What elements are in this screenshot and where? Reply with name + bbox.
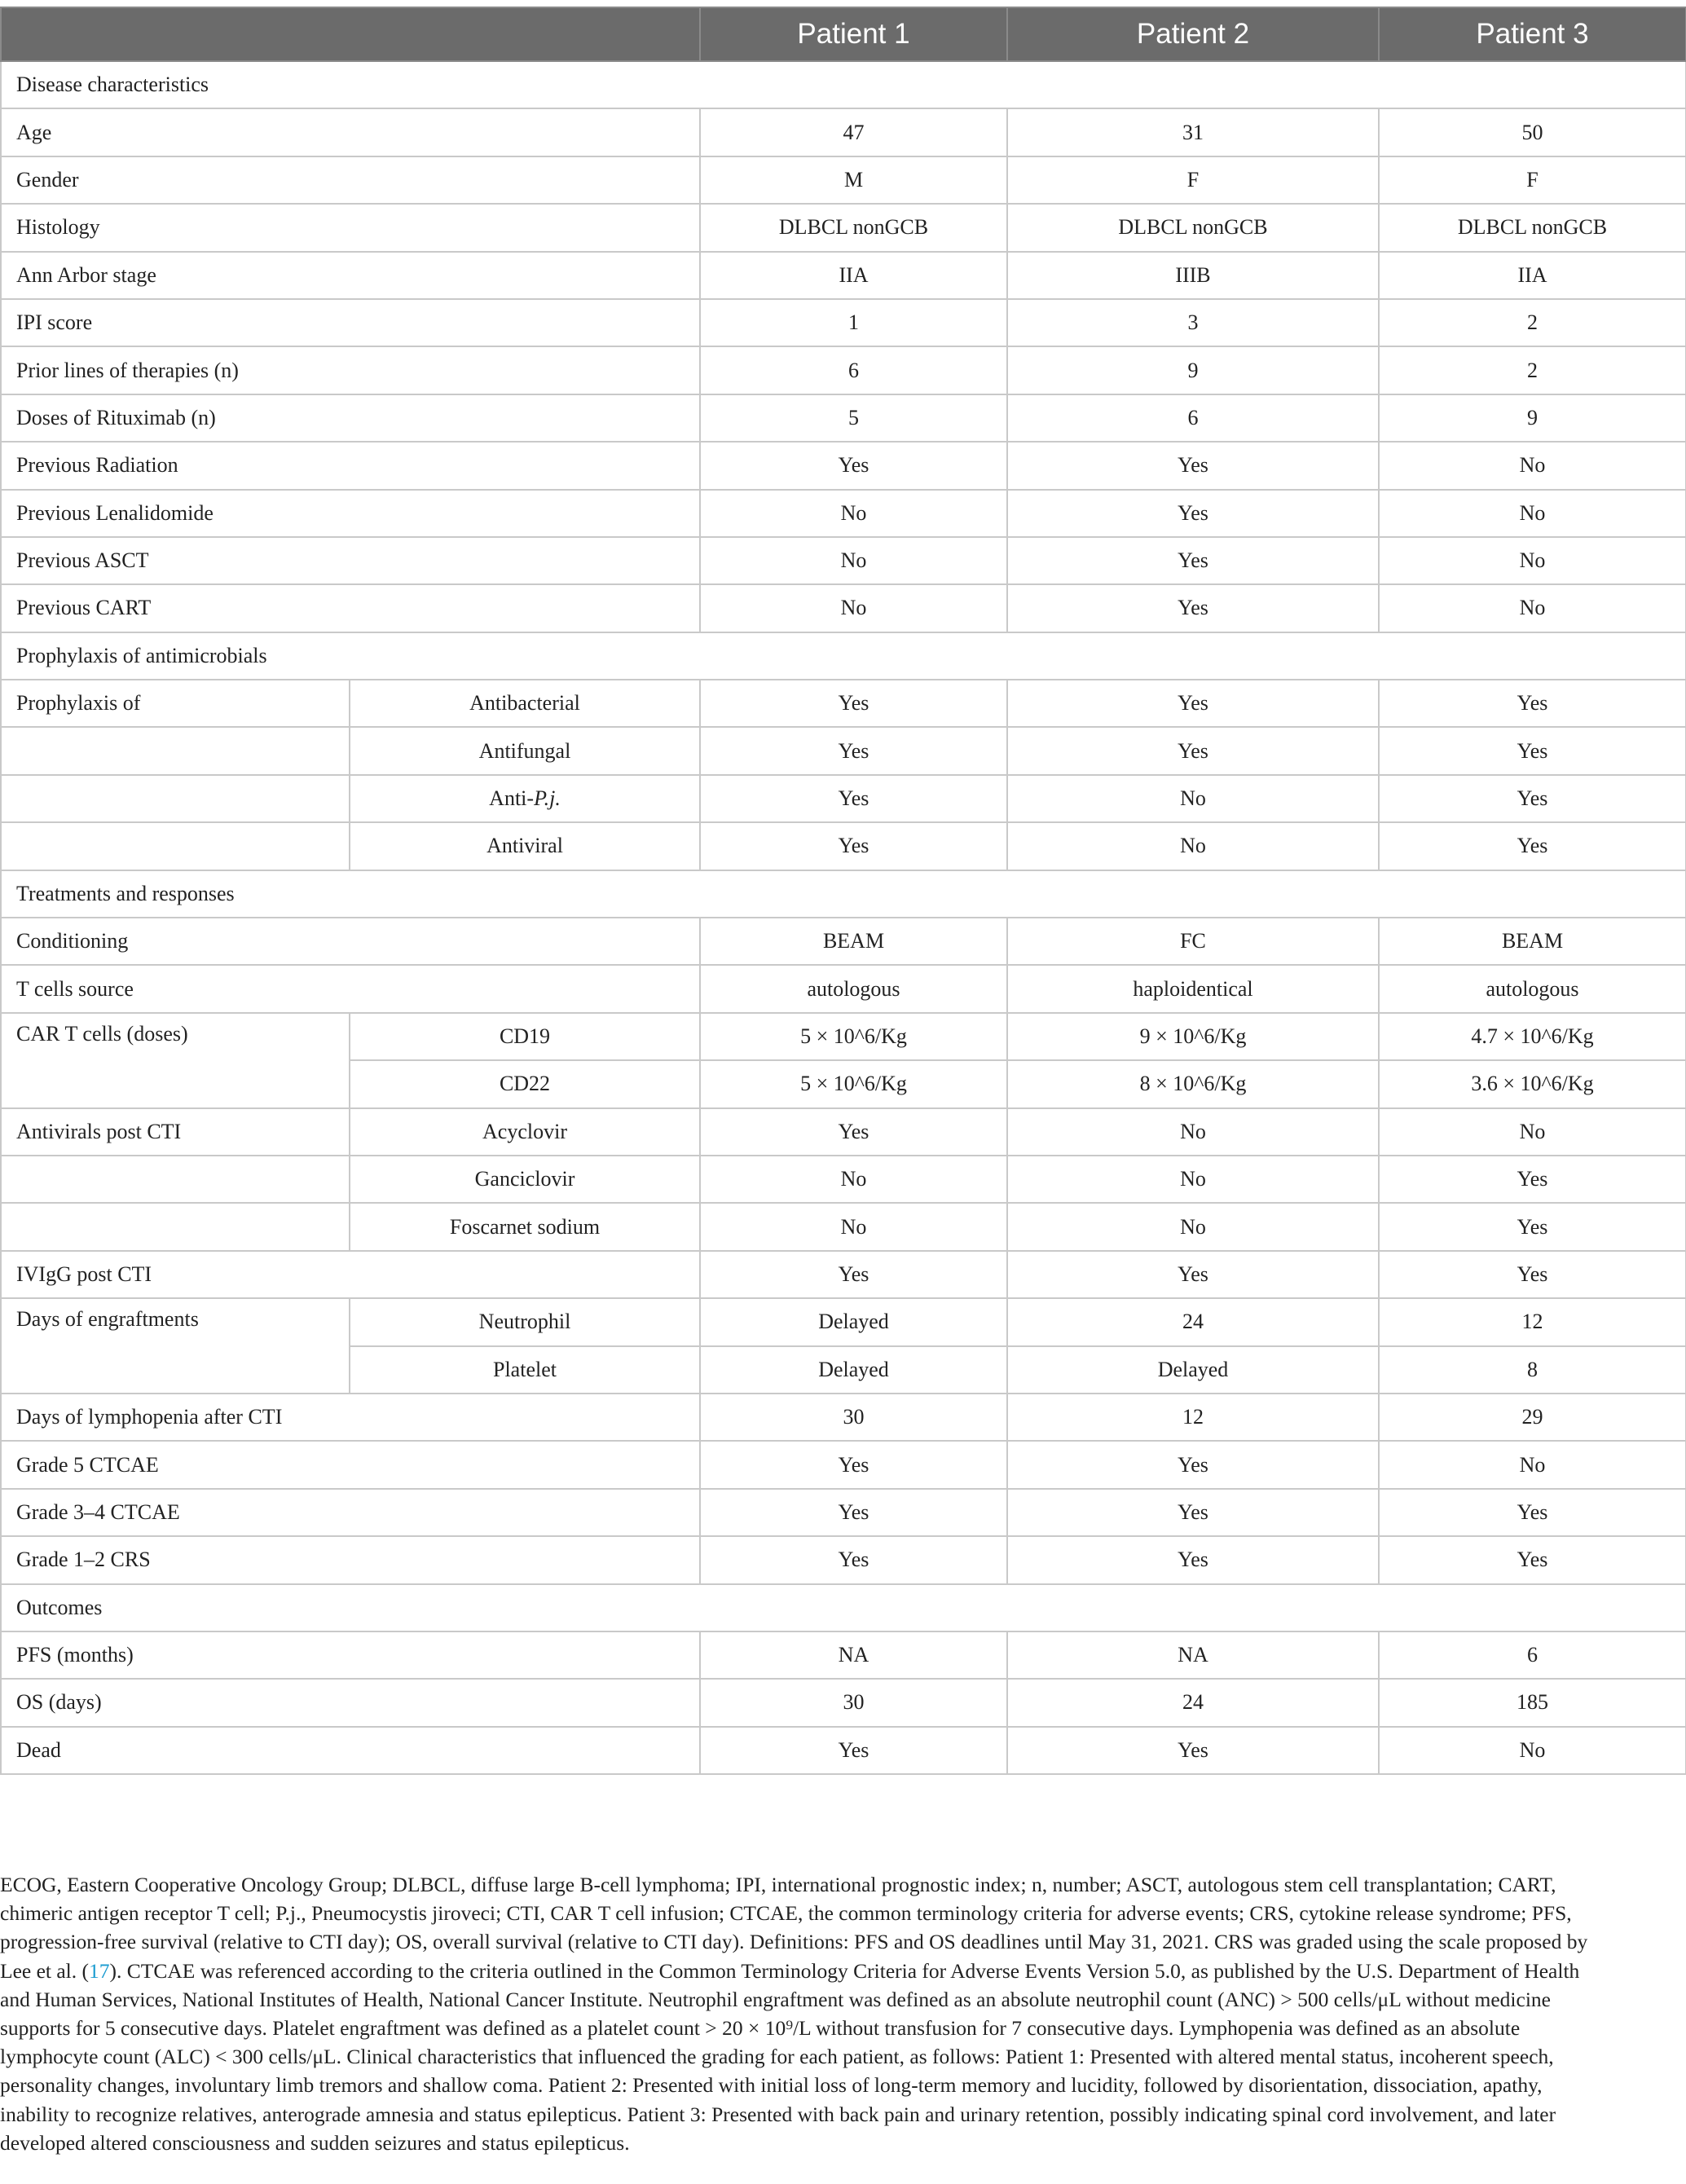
patient-3-value: 4.7 × 10^6/Kg (1379, 1013, 1686, 1060)
footnote-line: developed altered consciousness and sudden seizures and status epilepticus. (0, 2130, 630, 2155)
row-label: Grade 3–4 CTCAE (1, 1489, 700, 1536)
sub-label-prefix: Anti- (489, 786, 535, 811)
sub-label: Foscarnet sodium (350, 1203, 700, 1250)
patient-3-value: 29 (1379, 1394, 1686, 1441)
table-row (1, 1631, 1686, 1679)
patient-2-value: Yes (1007, 1536, 1379, 1583)
patient-1-value: Yes (700, 775, 1007, 822)
patient-2-value: No (1007, 1203, 1379, 1250)
table-row (1, 156, 1686, 204)
table-row (1, 727, 1686, 774)
patient-2-value: DLBCL nonGCB (1007, 204, 1379, 251)
footnote-text: ). CTCAE was referenced according to the criteria outlined in the Common Terminology Criteria for Adverse Events Version 5.0, as published by the U.S. Department of Health (109, 1958, 1580, 1983)
patient-2-value: haploidentical (1007, 965, 1379, 1012)
sub-label: Neutrophil (350, 1298, 700, 1345)
patient-2-value: 3 (1007, 299, 1379, 346)
patient-2-value: 9 × 10^6/Kg (1007, 1013, 1379, 1060)
section-row (1, 632, 1686, 680)
patient-3-value: Yes (1379, 1536, 1686, 1583)
footnote-line: ECOG, Eastern Cooperative Oncology Group; DLBCL, diffuse large B-cell lymphoma; IPI, international prognostic index; n, number; ASCT, autologous stem cell transplantation; CART, (0, 1873, 1556, 1896)
section-row (1, 870, 1686, 918)
patient-2-value: Yes (1007, 680, 1379, 727)
patient-1-value: 5 × 10^6/Kg (700, 1060, 1007, 1107)
row-label: Previous CART (1, 584, 700, 632)
patient-3-value: No (1379, 584, 1686, 632)
patient-3-value: No (1379, 1727, 1686, 1774)
patient-3-value: 6 (1379, 1631, 1686, 1679)
row-label: CAR T cells (doses) (1, 1013, 350, 1108)
table-row (1, 394, 1686, 442)
table-row (1, 1156, 1686, 1203)
patient-1-value: autologous (700, 965, 1007, 1012)
footnote-text: Lee et al. ( (0, 1958, 90, 1983)
patient-characteristics-table (0, 7, 1686, 1775)
patient-3-value: Yes (1379, 1251, 1686, 1298)
patient-3-value: Yes (1379, 1489, 1686, 1536)
section-label: Prophylaxis of antimicrobials (1, 632, 1686, 680)
row-label: Previous Radiation (1, 442, 700, 489)
row-label: Previous ASCT (1, 537, 700, 584)
row-label: Grade 5 CTCAE (1, 1441, 700, 1488)
patient-1-value: Delayed (700, 1298, 1007, 1345)
row-label: Days of lymphopenia after CTI (1, 1394, 700, 1441)
patient-3-value: 2 (1379, 346, 1686, 394)
table-row (1, 1251, 1686, 1298)
table-row (1, 108, 1686, 156)
patient-1-value: 30 (700, 1394, 1007, 1441)
patient-2-value: 24 (1007, 1298, 1379, 1345)
patient-3-value: Yes (1379, 727, 1686, 774)
header-patient-3: Patient 3 (1379, 7, 1686, 61)
patient-1-value: Yes (700, 1108, 1007, 1156)
table-row (1, 822, 1686, 870)
patient-3-value: 50 (1379, 108, 1686, 156)
patient-2-value: Yes (1007, 727, 1379, 774)
patient-1-value: BEAM (700, 918, 1007, 965)
row-label (1, 1203, 350, 1250)
footnote-line: and Human Services, National Institutes of Health, National Cancer Institute. Neutrophil engraftment was defined as an absolute neutrophil count (ANC) > 500 cells/μL without medicine (0, 1987, 1551, 2011)
section-label: Disease characteristics (1, 61, 1686, 108)
patient-3-value: autologous (1379, 965, 1686, 1012)
row-label: IVIgG post CTI (1, 1251, 700, 1298)
header-empty-cell (1, 7, 700, 61)
sub-label: Antifungal (350, 727, 700, 774)
table-row (1, 1536, 1686, 1583)
footnote-line: supports for 5 consecutive days. Platelet engraftment was defined as a platelet count > 20 × 10⁹/L without transfusion for 7 consecutive days. Lymphopenia was defined as an absolute (0, 2016, 1521, 2041)
patient-3-value: No (1379, 490, 1686, 537)
patient-1-value: Yes (700, 1441, 1007, 1488)
table-header-row (1, 7, 1686, 61)
sub-label: Antiviral (350, 822, 700, 870)
patient-2-value: 31 (1007, 108, 1379, 156)
row-label: OS (days) (1, 1679, 700, 1726)
patient-3-value: Yes (1379, 1156, 1686, 1203)
patient-2-value: Yes (1007, 584, 1379, 632)
patient-3-value: 185 (1379, 1679, 1686, 1726)
patient-3-value: No (1379, 537, 1686, 584)
footnote-line (0, 1957, 1679, 1985)
sub-label (350, 775, 700, 822)
table-row (1, 252, 1686, 299)
sub-label: Acyclovir (350, 1108, 700, 1156)
patient-1-value: IIA (700, 252, 1007, 299)
patient-1-value: Yes (700, 1489, 1007, 1536)
footnote-line: lymphocyte count (ALC) < 300 cells/μL. Clinical characteristics that influenced the grading for each patient, as follows: Patient 1: Presented with altered mental status, incoherent speech, (0, 2045, 1554, 2069)
sub-label-italic: P.j. (534, 786, 561, 811)
patient-1-value: M (700, 156, 1007, 204)
patient-3-value: 12 (1379, 1298, 1686, 1345)
patient-1-value: Yes (700, 727, 1007, 774)
patient-1-value: 30 (700, 1679, 1007, 1726)
section-label: Treatments and responses (1, 870, 1686, 918)
table-row (1, 1203, 1686, 1250)
patient-1-value: 5 (700, 394, 1007, 442)
row-label: T cells source (1, 965, 700, 1012)
table-row (1, 584, 1686, 632)
patient-2-value: Delayed (1007, 1346, 1379, 1394)
patient-2-value: No (1007, 1108, 1379, 1156)
reference-link[interactable]: 17 (89, 1958, 110, 1983)
patient-2-value: 24 (1007, 1679, 1379, 1726)
row-label: Grade 1–2 CRS (1, 1536, 700, 1583)
row-label: Conditioning (1, 918, 700, 965)
section-row (1, 61, 1686, 108)
table-row (1, 680, 1686, 727)
patient-1-value: 5 × 10^6/Kg (700, 1013, 1007, 1060)
sub-label: Platelet (350, 1346, 700, 1394)
patient-2-value: Yes (1007, 1251, 1379, 1298)
table-row (1, 204, 1686, 251)
table-row (1, 490, 1686, 537)
table-body (1, 61, 1686, 1774)
patient-2-value: Yes (1007, 537, 1379, 584)
table-row (1, 537, 1686, 584)
patient-3-value: Yes (1379, 680, 1686, 727)
patient-1-value: Yes (700, 1727, 1007, 1774)
patient-1-value: NA (700, 1631, 1007, 1679)
row-label: Antivirals post CTI (1, 1108, 350, 1156)
patient-2-value: NA (1007, 1631, 1379, 1679)
patient-3-value: F (1379, 156, 1686, 204)
row-label (1, 1156, 350, 1203)
table-row (1, 1298, 1686, 1345)
footnote-line: progression-free survival (relative to CTI day); OS, overall survival (relative to CTI day). Definitions: PFS and OS deadlines until May 31, 2021. CRS was graded using the scale proposed by (0, 1930, 1588, 1954)
table-row (1, 1013, 1686, 1060)
table-row (1, 1679, 1686, 1726)
patient-1-value: Yes (700, 1536, 1007, 1583)
patient-2-value: No (1007, 1156, 1379, 1203)
row-label: Age (1, 108, 700, 156)
patient-3-value: No (1379, 1108, 1686, 1156)
table-row (1, 918, 1686, 965)
sub-label: Ganciclovir (350, 1156, 700, 1203)
row-label: Previous Lenalidomide (1, 490, 700, 537)
row-label: IPI score (1, 299, 700, 346)
patient-3-value: 9 (1379, 394, 1686, 442)
row-label: Ann Arbor stage (1, 252, 700, 299)
sub-label: CD19 (350, 1013, 700, 1060)
patient-1-value: 6 (700, 346, 1007, 394)
patient-1-value: 47 (700, 108, 1007, 156)
row-label: Days of engraftments (1, 1298, 350, 1394)
patient-2-value: 12 (1007, 1394, 1379, 1441)
table-row (1, 1394, 1686, 1441)
patient-1-value: Yes (700, 1251, 1007, 1298)
patient-1-value: Yes (700, 680, 1007, 727)
section-row (1, 1584, 1686, 1631)
patient-1-value: No (700, 537, 1007, 584)
patient-3-value: DLBCL nonGCB (1379, 204, 1686, 251)
patient-3-value: BEAM (1379, 918, 1686, 965)
row-label (1, 727, 350, 774)
patient-3-value: 8 (1379, 1346, 1686, 1394)
patient-2-value: No (1007, 775, 1379, 822)
table-row (1, 1441, 1686, 1488)
patient-1-value: Delayed (700, 1346, 1007, 1394)
footnote-line: inability to recognize relatives, anterograde amnesia and status epilepticus. Patient 3: Presented with back pain and urinary retention, possibly indicating spinal cord involvement, and later (0, 2102, 1556, 2126)
patient-1-value: No (700, 490, 1007, 537)
sub-label: Antibacterial (350, 680, 700, 727)
table-row (1, 1727, 1686, 1774)
patient-2-value: 6 (1007, 394, 1379, 442)
patient-1-value: No (700, 1203, 1007, 1250)
patient-3-value: No (1379, 442, 1686, 489)
footnote-line: chimeric antigen receptor T cell; P.j., Pneumocystis jiroveci; CTI, CAR T cell infusion; CTCAE, the common terminology criteria for adverse events; CRS, cytokine release syndrome; PFS, (0, 1901, 1572, 1926)
row-label: Histology (1, 204, 700, 251)
table-row (1, 299, 1686, 346)
patient-1-value: No (700, 1156, 1007, 1203)
table-row (1, 442, 1686, 489)
patient-3-value: Yes (1379, 775, 1686, 822)
row-label (1, 775, 350, 822)
patient-2-value: Yes (1007, 1489, 1379, 1536)
patient-1-value: 1 (700, 299, 1007, 346)
header-patient-2: Patient 2 (1007, 7, 1379, 61)
patient-2-value: 8 × 10^6/Kg (1007, 1060, 1379, 1107)
patient-3-value: Yes (1379, 1203, 1686, 1250)
row-label (1, 822, 350, 870)
patient-1-value: DLBCL nonGCB (700, 204, 1007, 251)
patient-2-value: Yes (1007, 442, 1379, 489)
patient-2-value: 9 (1007, 346, 1379, 394)
table-row (1, 775, 1686, 822)
patient-2-value: Yes (1007, 1727, 1379, 1774)
patient-2-value: Yes (1007, 1441, 1379, 1488)
table-row (1, 965, 1686, 1012)
table-row (1, 1489, 1686, 1536)
patient-3-value: IIA (1379, 252, 1686, 299)
patient-1-value: Yes (700, 442, 1007, 489)
table-row (1, 1108, 1686, 1156)
row-label: Prior lines of therapies (n) (1, 346, 700, 394)
patient-1-value: Yes (700, 822, 1007, 870)
patient-2-value: No (1007, 822, 1379, 870)
footnote-line: personality changes, involuntary limb tremors and shallow coma. Patient 2: Presented with initial loss of long-term memory and lucidity, followed by disorientation, dissociation, apathy, (0, 2073, 1543, 2098)
patient-2-value: Yes (1007, 490, 1379, 537)
patient-2-value: IIIB (1007, 252, 1379, 299)
row-label: PFS (months) (1, 1631, 700, 1679)
patient-3-value: 3.6 × 10^6/Kg (1379, 1060, 1686, 1107)
row-label: Gender (1, 156, 700, 204)
patient-1-value: No (700, 584, 1007, 632)
row-label: Prophylaxis of (1, 680, 350, 727)
row-label: Dead (1, 1727, 700, 1774)
patient-3-value: 2 (1379, 299, 1686, 346)
patient-3-value: Yes (1379, 822, 1686, 870)
patient-3-value: No (1379, 1441, 1686, 1488)
patient-2-value: F (1007, 156, 1379, 204)
patient-2-value: FC (1007, 918, 1379, 965)
row-label: Doses of Rituximab (n) (1, 394, 700, 442)
sub-label: CD22 (350, 1060, 700, 1107)
section-label: Outcomes (1, 1584, 1686, 1631)
table-row (1, 346, 1686, 394)
table-footnote (0, 1870, 1679, 2157)
header-patient-1: Patient 1 (700, 7, 1007, 61)
